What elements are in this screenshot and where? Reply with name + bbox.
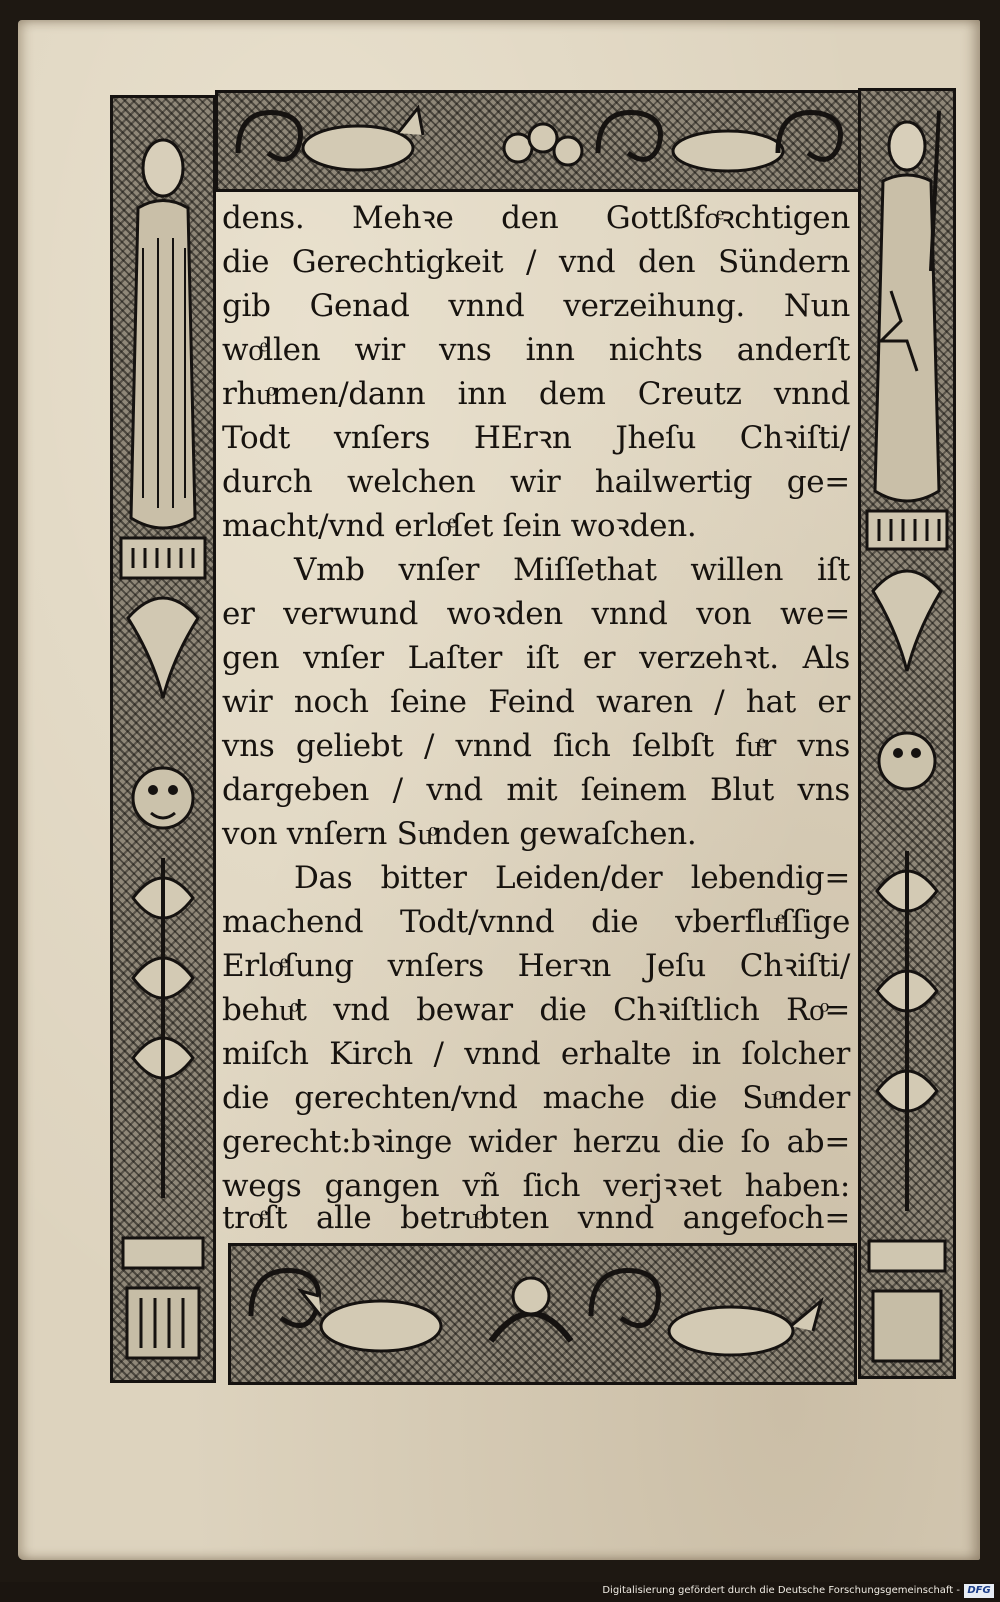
text-line: troͤſt alle betruͦbten vnnd angefoch= (222, 1200, 850, 1236)
text-line: Erloͤſung vnſers Herꝛn Jeſu Chꝛiſti/ (222, 948, 850, 984)
text-line: wir noch ſeine Feind waren / hat er (222, 684, 850, 720)
woodcut-animals-top (218, 93, 858, 189)
text-line: macht/vnd erloͤſet ſein woꝛden. (222, 508, 697, 544)
text-line: die gerechten/vnd mache die Suͦnder (222, 1080, 850, 1116)
text-line: Vmb vnſer Miſſethat willen iſt (294, 552, 850, 588)
text-line: rhuͦmen/dann inn dem Creutz vnnd (222, 376, 850, 412)
woodcut-animals-bottom (231, 1246, 854, 1382)
woodcut-border-right (858, 88, 956, 1379)
text-line: dens. Mehꝛe den Gottßfoͤꝛchtigen (222, 200, 850, 236)
text-line: miſch Kirch / vnnd erhalte in ſolcher (222, 1036, 850, 1072)
text-line: machend Todt/vnnd die vberfluͤſſige (222, 904, 850, 940)
woodcut-figure-right (861, 91, 953, 1376)
woodcut-border-left (110, 95, 216, 1383)
text-line: er verwund woꝛden vnnd von we= (222, 596, 850, 632)
woodcut-figure-left (113, 98, 213, 1380)
text-line: die Gerechtigkeit / vnd den Sündern (222, 244, 850, 280)
dfg-logo: DFG (964, 1584, 994, 1598)
text-line: gib Genad vnnd verzeihung. Nun (222, 288, 850, 324)
footer-credit: Digitalisierung gefördert durch die Deutsche Forschungsgemeinschaft - (602, 1585, 960, 1596)
text-line: Todt vnſers HErꝛn Jheſu Chꝛiſti/ (222, 420, 850, 456)
text-block (222, 198, 850, 1238)
text-line: Das bitter Leiden/der lebendig= (294, 860, 850, 896)
text-line: vns geliebt / vnnd ſich ſelbſt fuͤr vns (222, 728, 850, 764)
text-line: woͤllen wir vns inn nichts anderſt (222, 332, 850, 368)
text-line: behuͦt vnd bewar die Chꝛiſtlich Roͦ= (222, 992, 850, 1028)
woodcut-border-bottom (228, 1243, 857, 1385)
woodcut-border-top (215, 90, 861, 192)
text-line: durch welchen wir hailwertig ge= (222, 464, 850, 500)
text-line: von vnſern Suͦnden gewaſchen. (222, 816, 697, 852)
text-line: gen vnſer Laſter iſt er verzehꝛt. Als (222, 640, 850, 676)
text-line: dargeben / vnd mit ſeinem Blut vns (222, 772, 850, 808)
text-line: gerecht:bꝛinge wider herzu die ſo ab= (222, 1124, 850, 1160)
text-line: wegs gangen vñ ſich verjꝛꝛet haben: (222, 1168, 850, 1204)
